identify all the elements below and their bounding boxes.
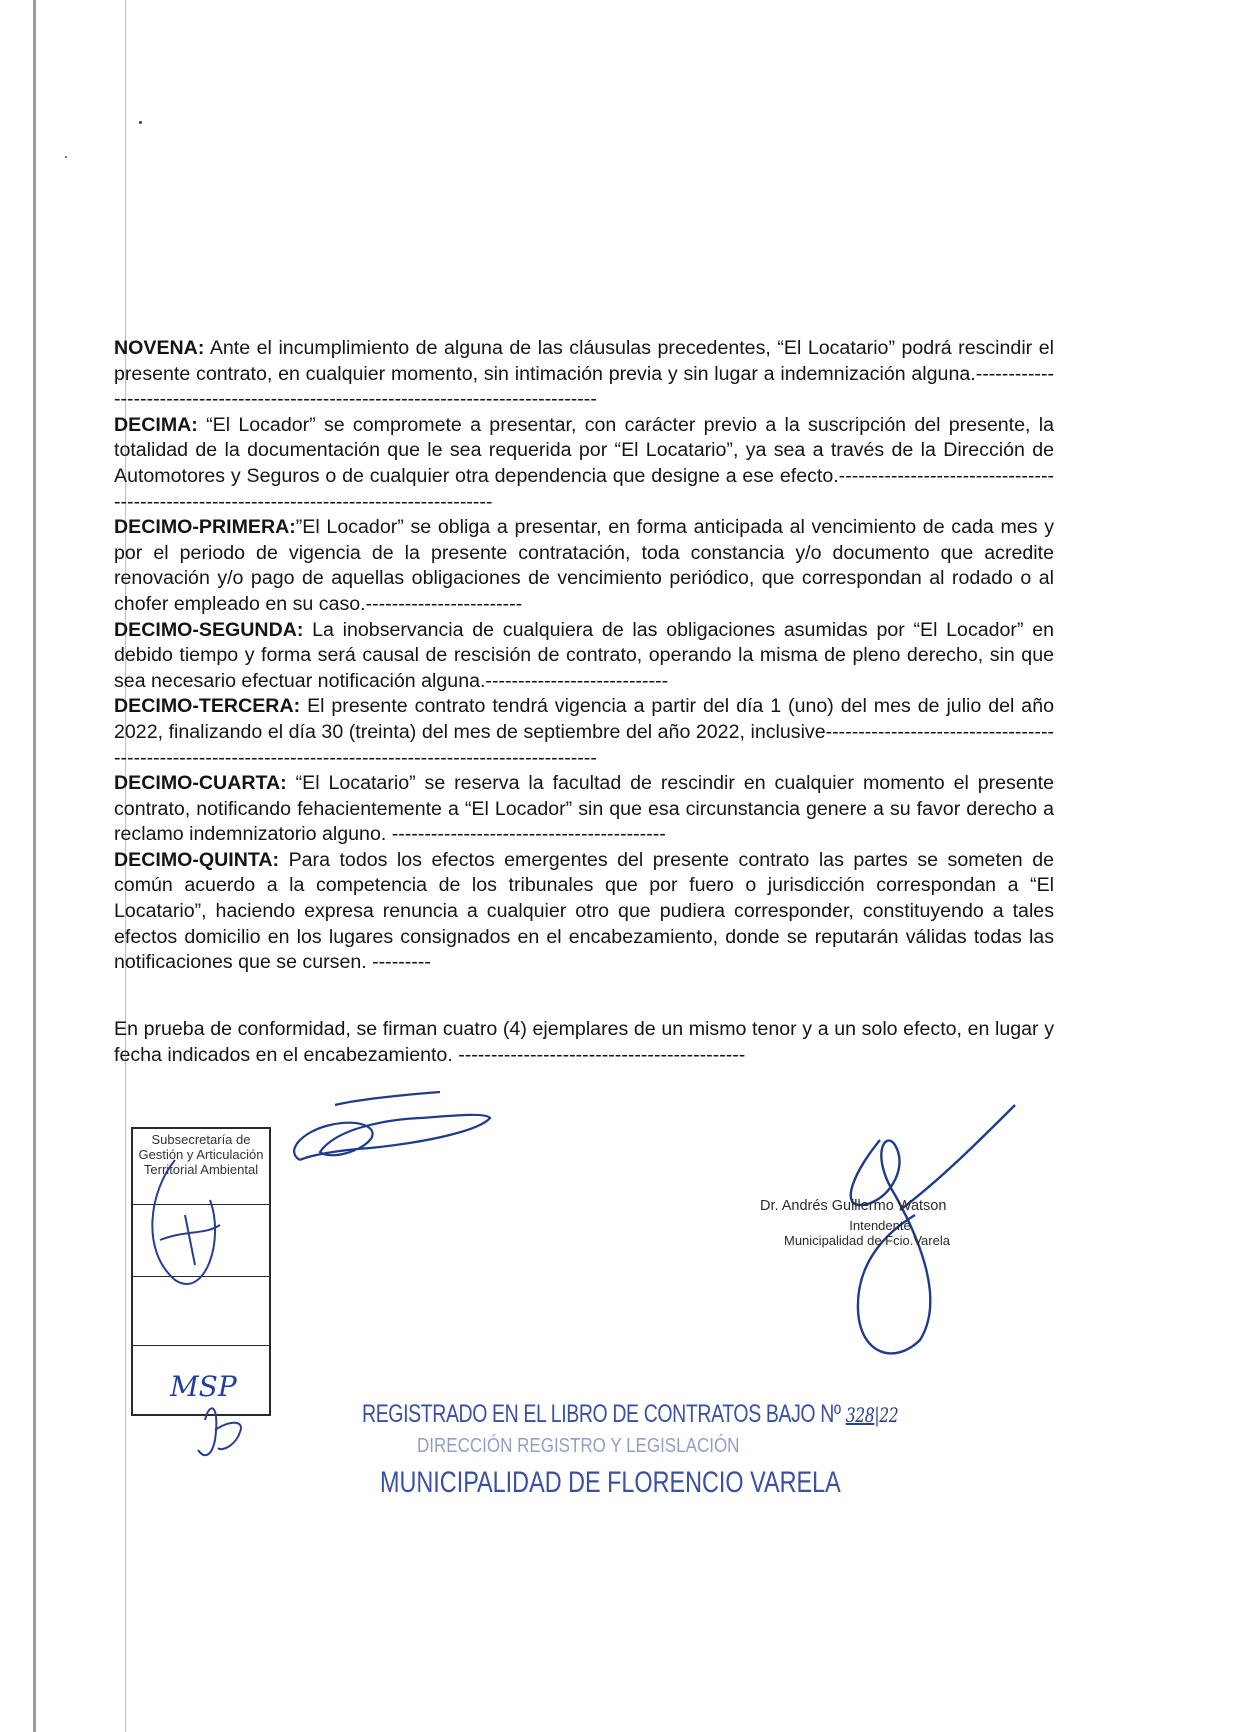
clause-heading: DECIMO-PRIMERA: (114, 516, 296, 539)
clause-text: Ante el incumplimiento de alguna de las cláusulas precedentes, “El Locatario” podrá rescindir el presente contrato, en cualquier momento, sin intimación previa y sin lugar a indemnización alguna.-------------------------------------------------------------------------------------- (114, 337, 1054, 411)
clause-heading: DECIMO-TERCERA: (114, 695, 301, 718)
center-signature (294, 1092, 490, 1160)
registry-year: 22 (879, 1403, 899, 1427)
registry-number: 328 (845, 1403, 875, 1427)
clause-text: “El Locatario” se reserva la facultad de rescindir en cualquier momento el presente contrato, notificando fehacientemente a “El Locador” sin que esa circunstancia genere a su favor derecho a reclamo indemnizatorio alguno. ------------------------------------------ (114, 772, 1054, 846)
signatory-name: Dr. Andrés Guillermo Watson (760, 1198, 947, 1214)
signatory-organization: Municipalidad de Fcio.Varela (784, 1233, 950, 1248)
stamp-box-signature (152, 1160, 220, 1284)
clause-text: ”El Locador” se obliga a presentar, en forma anticipada al vencimiento de cada mes y por el periodo de vigencia de la presente contratación, toda constancia y/o documento que acredite renovación y/o pago de aquellas obligaciones de vencimiento periódico, que correspondan al rodado o al chofer empleado en su caso.------------------------ (114, 516, 1054, 615)
registry-stamp-line (362, 1400, 899, 1429)
subsecretaria-stamp-text: Subsecretaría de Gestión y Articulación Territorial Ambiental (138, 1132, 264, 1177)
mayor-signature-block (760, 1198, 1020, 1248)
registry-separator: | (874, 1403, 880, 1427)
clause-heading: DECIMA: (114, 413, 198, 436)
clause-heading: DECIMO-SEGUNDA: (114, 618, 304, 641)
clause-heading: DECIMO-CUARTA: (114, 772, 287, 795)
clause-heading: NOVENA: (114, 337, 205, 359)
closing-paragraph: En prueba de conformidad, se firman cuatro (4) ejemplares de un mismo tenor y a un solo efecto, en lugar y fecha indicados en el encabezamiento. -------------------------------------------- (114, 1018, 1054, 1066)
registry-municipality: MUNICIPALIDAD DE FLORENCIO VARELA (380, 1466, 841, 1499)
clause-heading: DECIMO-QUINTA: (114, 848, 280, 871)
registry-label: REGISTRADO EN EL LIBRO DE CONTRATOS BAJO Nº (362, 1400, 841, 1428)
clause-text: “El Locador” se compromete a presentar, con carácter previo a la suscripción del presente, la totalidad de la documentación que le sea requerida por “El Locatario”, ya sea a través de la Dirección de Automotores y Seguros o de cualquier otra dependencia que designe a ese efecto.------------------------------------------------------------------------------------------- (114, 413, 1054, 513)
initials-signature (198, 1408, 241, 1455)
handwritten-initials: MSP (170, 1370, 237, 1403)
signatory-title: Intendente (849, 1218, 911, 1233)
clause-text: Para todos los efectos emergentes del presente contrato las partes se someten de común acuerdo a la competencia de los tribunales que por fuero o jurisdicción correspondan a “El Locatario”, haciendo expresa renuncia a cualquier otro que pudiera corresponder, constituyendo a tales efectos domicilio en los lugares consignados en el encabezamiento, donde se reputarán válidas todas las notificaciones que se cursen. --------- (114, 848, 1054, 974)
clause-text: El presente contrato tendrá vigencia a partir del día 1 (uno) del mes de julio del año 2022, finalizando el día 30 (treinta) del mes de septiembre del año 2022, inclusive------------------------------------------------------------------------------------------------------------- (114, 695, 1054, 769)
registry-department: DIRECCIÓN REGISTRO Y LEGISLACIÓN (417, 1435, 740, 1457)
clause-text: La inobservancia de cualquiera de las obligaciones asumidas por “El Locador” en debido tiempo y forma será causal de rescisión de contrato, operando la misma de pleno derecho, sin que sea necesario efectuar notificación alguna.---------------------------- (114, 618, 1054, 692)
registry-stamp (362, 1400, 902, 1500)
